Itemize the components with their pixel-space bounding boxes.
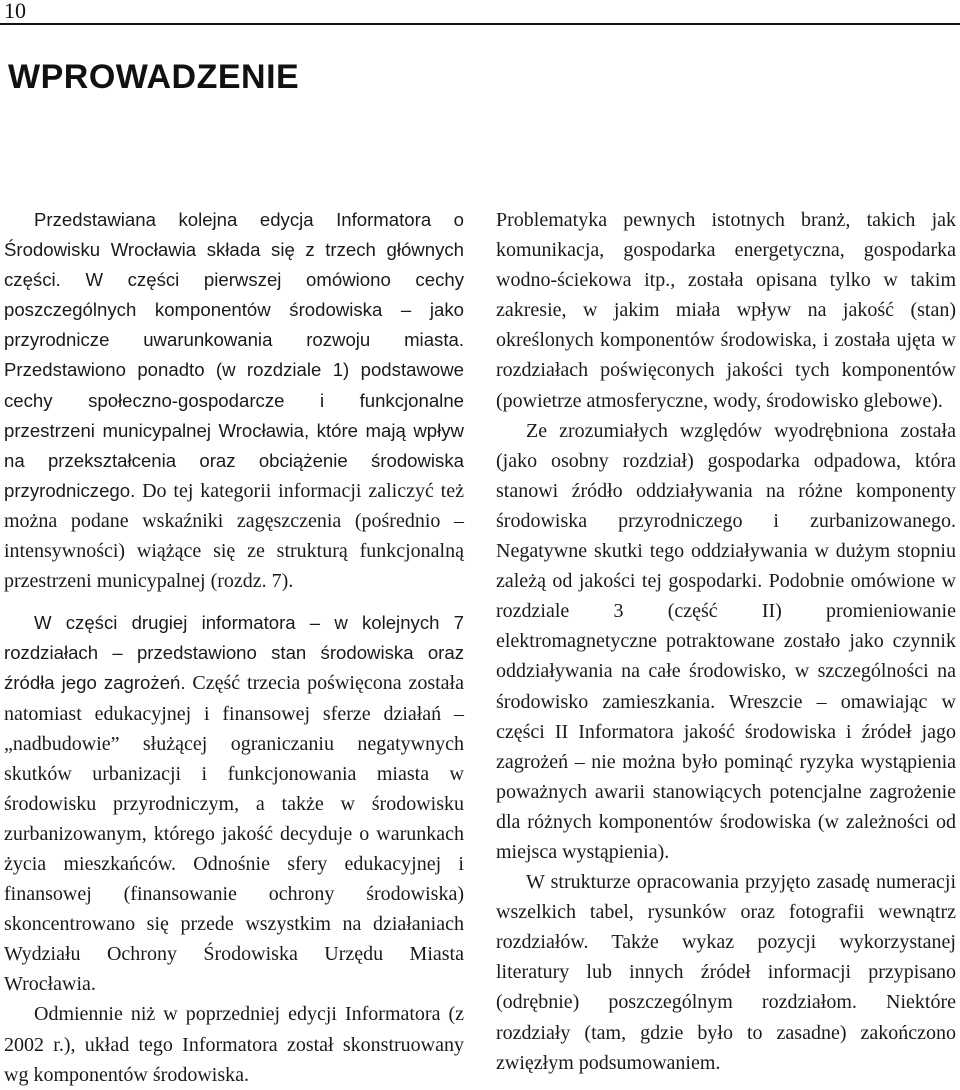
right-paragraph-3: W strukturze opracowania przyjęto zasadę numeracji wszelkich tabel, rysunków oraz fotografii wewnątrz rozdziałów. Także wykaz pozycji wykorzystanej literatury lub innych źródeł informacji przypisano (odrębnie) poszczególnym rozdziałom. Niektóre rozdziały (tam, gdzie było to zasadne) zakończono zwięzłym podsumowaniem. [496,871,956,1074]
right-paragraph-1: Problematyka pewnych istotnych branż, takich jak komunikacja, gospodarka energetyczna, gospodarka wodno-ściekowa itp., została opisana tylko w takim zakresie, w jakim miała wpływ na jakość (stan) określonych komponentów środowiska, i została ujęta w rozdziałach poświęconych jakości tych komponentów (powietrze atmosferyczne, wody, środowisko glebowe). [496,209,956,412]
chapter-title: WPROWADZENIE [8,58,300,96]
left-paragraph-2-sans: W części drugiej informatora – w kolejnych 7 rozdziałach – przedstawiono stan środowiska oraz źródła jego zagrożeń. [4,612,464,694]
left-paragraph-2-serif: Część trzecia poświęcona została natomiast edukacyjnej i finansowej sferze działań – „nadbudowie” służącej ograniczaniu negatywnych skutków urbanizacji i funkcjonowania miasta w środowisku przyrodniczym, a także w środowisku zurbanizowanym, którego jakość decyduje o warunkach życia mieszkańców. Odnośnie sfery edukacyjnej i finansowej (finansowanie ochrony środowiska) skoncentrowano się przede wszystkim na działaniach Wydziału Ochrony Środowiska Urzędu Miasta Wrocławia. [4,672,464,996]
right-paragraph-2: Ze zrozumiałych względów wyodrębniona została (jako osobny rozdział) gospodarka odpadowa, która stanowi źródło oddziaływania na różne komponenty środowiska przyrodniczego i zurbanizowanego. Negatywne skutki tego oddziaływania w dużym stopniu zależą od jakości tej gospodarki. Podobnie omówione w rozdziale 3 (część II) promieniowanie elektromagnetyczne potraktowane zostało jako czynnik oddziaływania na całe środowisko, w szczególności na środowisko zamieszkania. Wreszcie – omawiając w części II Informatora jakość środowiska i źródeł jago zagrożeń – nie można było pominąć ryzyka wystąpienia poważnych awarii stanowiących potencjalne zagrożenie dla różnych komponentów środowiska (w zależności od miejsca wystąpienia). [496,419,956,863]
right-column [496,205,956,1078]
header-rule [0,23,960,25]
left-paragraph-2 [4,608,464,999]
left-column [4,205,464,1090]
page-number: 10 [4,0,26,23]
left-paragraph-1-serif: Do tej kategorii informacji zaliczyć też można podane wskaźniki zagęszczenia (pośrednio – intensywności) wiążące się ze strukturą funkcjonalną przestrzeni municypalnej (rozdz. 7). [4,479,464,593]
left-paragraph-3: Odmiennie niż w poprzedniej edycji Informatora (z 2002 r.), układ tego Informatora został skonstruowany wg komponentów środowiska. [4,1003,464,1086]
left-paragraph-1-sans: Przedstawiana kolejna edycja Informatora o Środowisku Wrocławia składa się z trzech głównych części. W części pierwszej omówiono cechy poszczególnych komponentów środowiska – jako przyrodnicze uwarunkowania rozwoju miasta. Przedstawiono ponadto (w rozdziale 1) podstawowe cechy społeczno-gospodarcze i funkcjonalne przestrzeni municypalnej Wrocławia, które mają wpływ na przekształcenia oraz obciążenie środowiska przyrodniczego. [4,209,464,501]
left-paragraph-1 [4,205,464,596]
